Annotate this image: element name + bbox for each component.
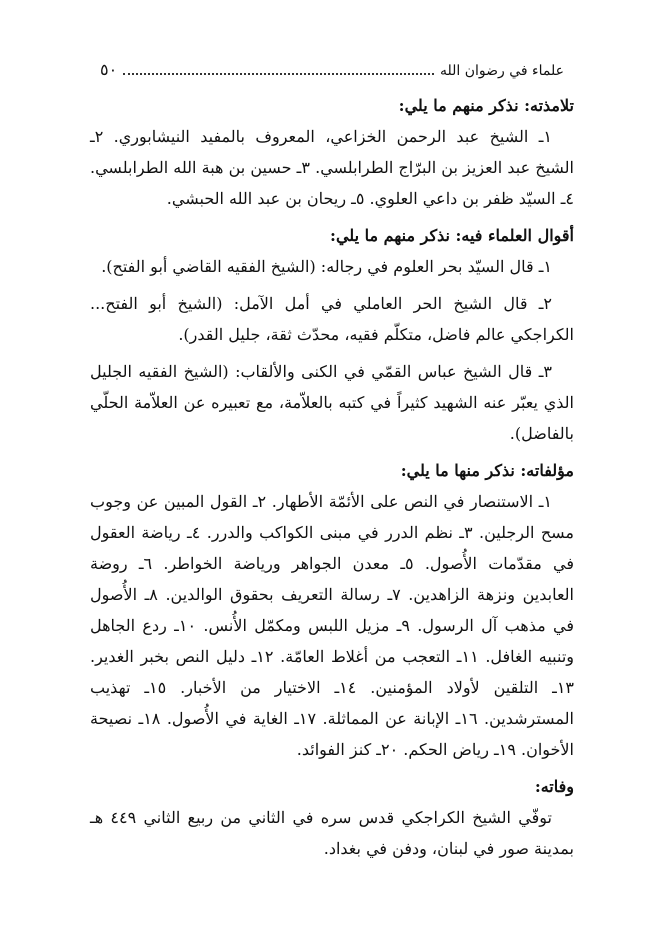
sayings-heading: أقوال العلماء فيه: نذكر منهم ما يلي: [330, 226, 574, 245]
saying-item-2: ٢ـ قال الشيخ الحر العاملي في أمل الآمل: (الشيخ أبو الفتح... الكراجكي عالم فاضل، متكلّم فقيه، محدّث ثقة، جليل القدر). [90, 294, 574, 344]
death-paragraph: توفّي الشيخ الكراجكي قدس سره في الثاني من ربيع الثاني ٤٤٩ هـ بمدينة صور في لبنان، ودفن في بغداد. [90, 808, 574, 858]
works-heading: مؤلفاته: نذكر منها ما يلي: [400, 461, 574, 480]
page-number: ٥٠ [100, 60, 118, 79]
saying-item-1: ١ـ قال السيّد بحر العلوم في رجاله: (الشيخ الفقيه القاضي أبو الفتح). [101, 257, 552, 276]
works-paragraph: ١ـ الاستنصار في النص على الأئمّة الأطهار. ٢ـ القول المبين عن وجوب مسح الرجلين. ٣ـ نظم الدرر في مبنى الكواكب والدرر. ٤ـ رياضة العقول في مقدّمات الأُصول. ٥ـ معدن الجواهر ورياضة الخواطر. ٦ـ روضة العابدين ونزهة الزاهدين. ٧ـ رسالة التعريف بحقوق الوالدين. ٨ـ الأُصول في مذهب آل الرسول. ٩ـ مزيل اللبس ومكمّل الأُنس. ١٠ـ ردع الجاهل وتنبيه الغافل. ١١ـ التعجب من أغلاط العامّة. ١٢ـ دليل النص بخبر الغدير. ١٣ـ التلقين لأولاد المؤمنين. ١٤ـ الاختيار من الأخبار. ١٥ـ تهذيب المسترشدين. ١٦ـ الإبانة عن المماثلة. ١٧ـ الغاية في الأُصول. ١٨ـ نصيحة الأخوان. ١٩ـ رياض الحكم. ٢٠ـ كنز الفوائد. [90, 492, 575, 759]
saying-item-3: ٣ـ قال الشيخ عباس القمّي في الكنى والألقاب: (الشيخ الفقيه الجليل الذي يعبّر عنه الشهيد كثيراً في كتبه بالعلاّمة، مع تعبيره عن العلاّمة الحلّي بالفاضل). [90, 362, 574, 443]
running-title: علماء في رضوان الله [440, 63, 564, 79]
page-body [90, 90, 574, 870]
death-heading: وفاته: [534, 777, 574, 796]
dotted-leader [123, 67, 434, 75]
page-header [100, 60, 564, 79]
students-heading: تلامذته: نذكر منهم ما يلي: [398, 96, 574, 115]
students-paragraph: ١ـ الشيخ عبد الرحمن الخزاعي، المعروف بالمفيد النيشابوري. ٢ـ الشيخ عبد العزيز بن البرّاج الطرابلسي. ٣ـ حسين بن هبة الله الطرابلسي. ٤ـ السيّد ظفر بن داعي العلوي. ٥ـ ريحان بن عبد الله الحبشي. [90, 127, 575, 208]
